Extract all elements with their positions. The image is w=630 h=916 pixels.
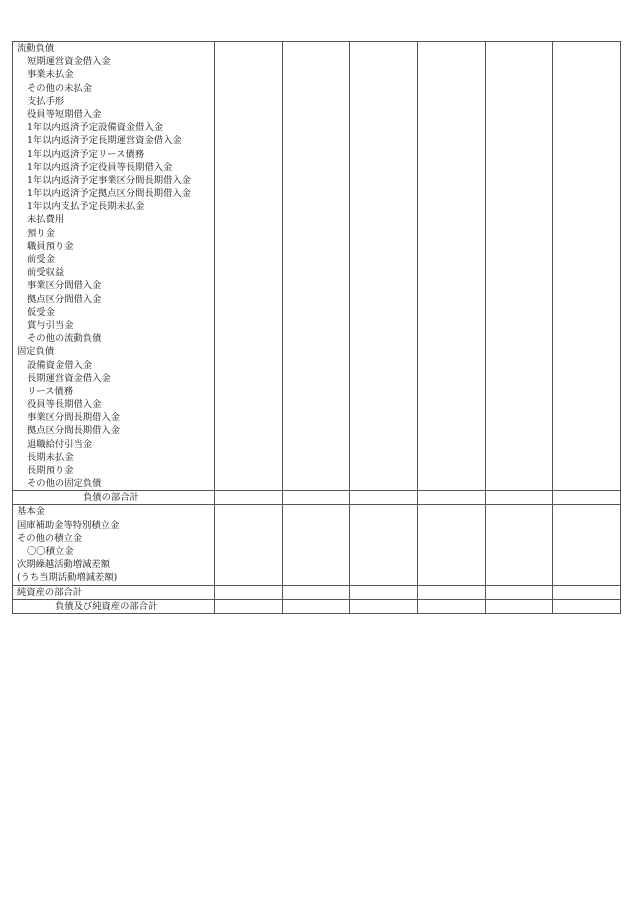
value-cell [417,585,485,599]
liabilities-item-list [17,42,214,490]
account-item: 長期運営資金借入金 [27,372,111,384]
account-item: その他の積立金 [17,532,83,544]
value-cell [553,42,621,491]
account-item: 〇〇積立金 [27,545,74,557]
value-cell [350,491,418,505]
account-item: 前受金 [27,254,55,265]
grand-total-label: 負債及び純資産の部合計 [13,599,215,613]
value-cell [417,42,485,491]
account-item: 1年以内返済予定拠点区分間長期借入金 [27,188,191,200]
net-assets-total-row [13,585,621,599]
value-cell [485,491,553,505]
value-cell [553,599,621,613]
account-item: 事業区分間長期借入金 [27,412,120,424]
account-item: 短期運営資金借入金 [27,56,111,68]
account-item: 支払手形 [27,95,65,107]
value-cell [215,42,283,491]
account-item: 拠点区分間借入金 [27,293,102,305]
liabilities-total-row [13,491,621,505]
account-item: 退職給付引当金 [27,438,93,450]
value-cell [282,505,350,585]
net-assets-total-label: 純資産の部合計 [13,585,215,599]
value-cell [553,585,621,599]
account-item: 国庫補助金等特別積立金 [17,519,120,531]
account-item: 拠点区分間長期借入金 [27,425,120,437]
account-item: リース債務 [27,385,74,397]
value-cell [282,491,350,505]
value-cell [485,505,553,585]
account-item: その他の未払金 [27,82,93,94]
value-cell [350,505,418,585]
liabilities-block-row [13,42,621,491]
account-item: 設備資金借入金 [27,359,93,371]
net-assets-block-row [13,505,621,585]
balance-sheet-liabilities-table [12,41,621,614]
account-item: 基本金 [17,506,45,518]
account-item: 1年以内返済予定設備資金借入金 [27,122,164,134]
account-item: 1年以内返済予定リース債務 [27,148,145,160]
account-item: 1年以内返済予定役員等長期借入金 [27,161,173,173]
value-cell [350,585,418,599]
net-assets-item-list [17,505,214,584]
value-cell [215,491,283,505]
value-cell [350,42,418,491]
account-item: 賞与引当金 [27,319,74,331]
value-cell [350,599,418,613]
account-item: 前受収益 [27,267,65,279]
account-item: (うち当期活動増減差額) [17,572,118,584]
value-cell [282,585,350,599]
net-assets-items-cell [13,505,215,585]
account-item: 長期預り金 [27,465,74,476]
value-cell [485,42,553,491]
account-item: 事業未払金 [27,69,74,81]
account-item: 1年以内返済予定事業区分間長期借入金 [27,174,191,186]
liabilities-total-label: 負債の部合計 [13,491,215,505]
account-item: 1年以内支払予定長期未払金 [27,201,145,213]
value-cell [282,42,350,491]
account-item: その他の流動負債 [27,333,102,345]
account-item: 長期未払金 [27,451,74,463]
account-item: 職員預り金 [27,240,74,252]
account-item: 未払費用 [27,214,65,226]
account-item: 事業区分間借入金 [27,280,102,292]
account-item: 役員等長期借入金 [27,399,102,411]
value-cell [417,491,485,505]
account-item: 固定負債 [17,346,55,358]
value-cell [215,505,283,585]
account-item: 流動負債 [17,43,55,54]
value-cell [282,599,350,613]
account-item: 1年以内返済予定長期運営資金借入金 [27,135,182,147]
value-cell [553,491,621,505]
value-cell [553,505,621,585]
liabilities-items-cell [13,42,215,491]
grand-total-row [13,599,621,613]
account-item: その他の固定負債 [27,478,102,490]
account-item: 仮受金 [27,306,55,318]
value-cell [485,585,553,599]
account-item: 預り金 [27,227,55,239]
value-cell [485,599,553,613]
account-item: 役員等短期借入金 [27,108,102,120]
value-cell [215,585,283,599]
value-cell [417,599,485,613]
value-cell [417,505,485,585]
account-item: 次期繰越活動増減差額 [17,559,110,571]
value-cell [215,599,283,613]
